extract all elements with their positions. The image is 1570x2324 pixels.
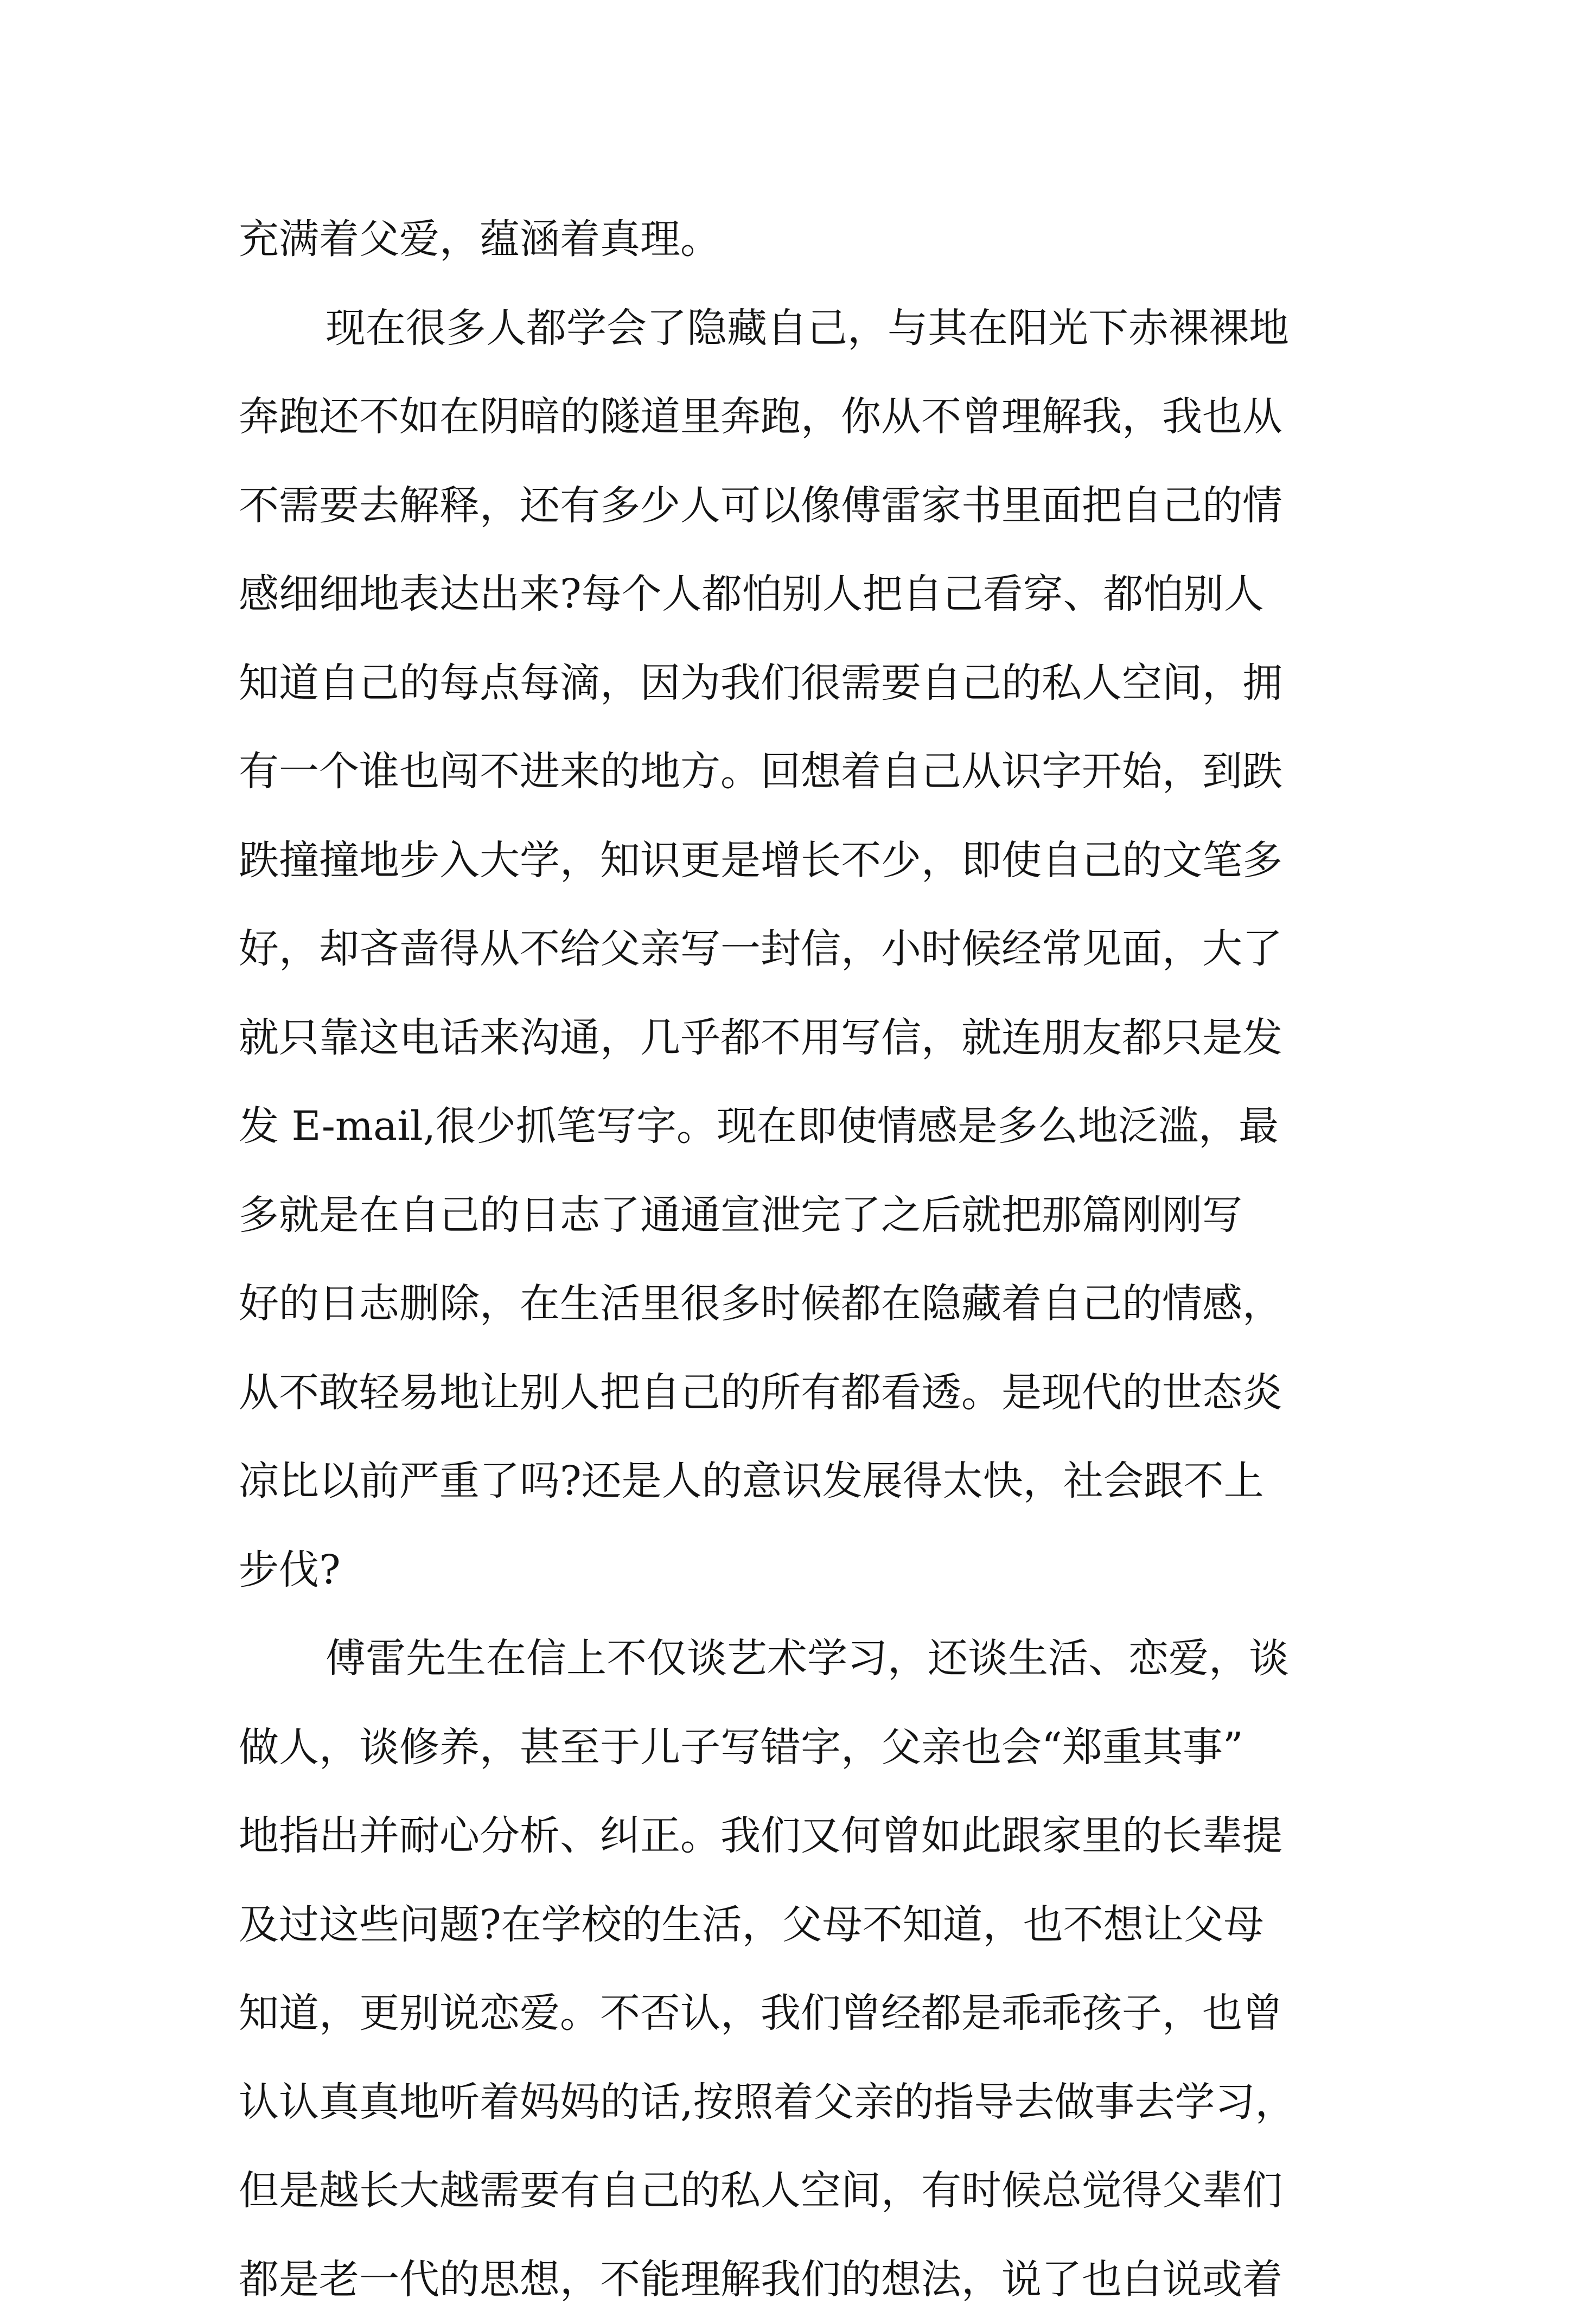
text-line: 好的日志删除，在生活里很多时候都在隐藏着自己的情感， — [239, 1260, 1345, 1349]
text-line: 知道，更别说恋爱。不否认，我们曾经都是乖乖孩子，也曾 — [239, 1969, 1345, 2058]
text-line: 现在很多人都学会了隐藏自己，与其在阳光下赤裸裸地 — [239, 284, 1345, 373]
text-line: 发 E-mail,很少抓笔写字。现在即使情感是多么地泛滥，最 — [239, 1082, 1345, 1171]
text-line: 傅雷先生在信上不仅谈艺术学习，还谈生活、恋爱，谈 — [239, 1614, 1345, 1703]
text-line: 认认真真地听着妈妈的话,按照着父亲的指导去做事去学习， — [239, 2058, 1345, 2147]
text-line: 感细细地表达出来?每个人都怕别人把自己看穿、都怕别人 — [239, 550, 1345, 639]
text-line: 地指出并耐心分析、纠正。我们又何曾如此跟家里的长辈提 — [239, 1792, 1345, 1881]
text-line: 充满着父爱，蕴涵着真理。 — [239, 195, 1345, 284]
text-line: 做人，谈修养，甚至于儿子写错字，父亲也会“郑重其事” — [239, 1703, 1345, 1792]
text-line: 跌撞撞地步入大学，知识更是增长不少，即使自己的文笔多 — [239, 816, 1345, 905]
body-text — [239, 195, 1345, 2324]
text-line: 步伐? — [239, 1526, 1345, 1615]
text-line: 凉比以前严重了吗?还是人的意识发展得太快，社会跟不上 — [239, 1437, 1345, 1526]
text-line: 都是老一代的思想，不能理解我们的想法，说了也白说或着 — [239, 2236, 1345, 2324]
text-line: 奔跑还不如在阴暗的隧道里奔跑，你从不曾理解我，我也从 — [239, 373, 1345, 462]
text-line: 有一个谁也闯不进来的地方。回想着自己从识字开始，到跌 — [239, 727, 1345, 816]
text-line: 好，却吝啬得从不给父亲写一封信，小时候经常见面，大了 — [239, 905, 1345, 994]
text-line: 就只靠这电话来沟通，几乎都不用写信，就连朋友都只是发 — [239, 994, 1345, 1083]
text-line: 但是越长大越需要有自己的私人空间，有时候总觉得父辈们 — [239, 2147, 1345, 2236]
text-line: 多就是在自己的日志了通通宣泄完了之后就把那篇刚刚写 — [239, 1171, 1345, 1260]
text-line: 及过这些问题?在学校的生活，父母不知道，也不想让父母 — [239, 1881, 1345, 1970]
text-line: 不需要去解释，还有多少人可以像傅雷家书里面把自己的情 — [239, 462, 1345, 551]
text-line: 从不敢轻易地让别人把自己的所有都看透。是现代的世态炎 — [239, 1349, 1345, 1438]
text-line: 知道自己的每点每滴，因为我们很需要自己的私人空间，拥 — [239, 639, 1345, 728]
